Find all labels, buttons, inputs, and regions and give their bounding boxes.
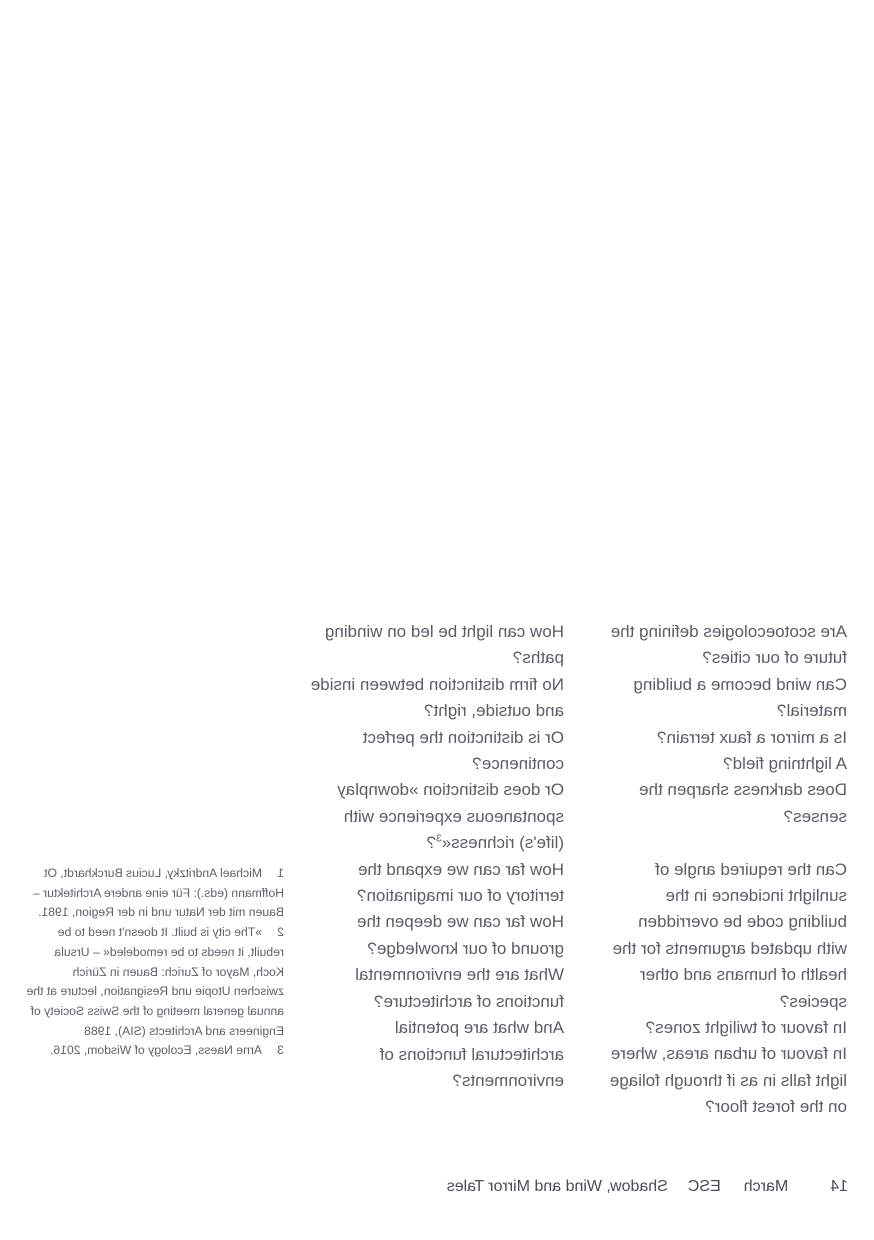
question-line: In favour of urban areas, where light falls in as if through foliage on the forest floor?	[609, 1044, 847, 1117]
publication-label: ESC	[687, 1178, 721, 1195]
footnote-number: 2	[277, 925, 284, 940]
question-line: No firm distinction between inside and outside, right?	[310, 674, 564, 721]
question-line: How can light be led on winding paths?	[324, 622, 564, 668]
page-number: 14	[830, 1178, 848, 1195]
question-line: Can wind become a building material?	[633, 674, 847, 721]
stanza-gap	[607, 830, 847, 856]
question-line: How far can we deepen the ground of our knowledge?	[357, 912, 564, 958]
question-line: Are scotoecologies defining the future of our cities?	[610, 622, 847, 668]
footnotes	[26, 864, 284, 1061]
question-line: Or is distinction the perfect continence?	[362, 727, 564, 774]
question-mark: ?	[426, 833, 437, 853]
issue-month: March	[743, 1178, 789, 1195]
question-text: Or does distinction »downplay spontaneous experience with (life's) richness«	[337, 780, 564, 853]
footnote	[26, 923, 284, 1041]
footnote-text: Arne Naess, Ecology of Wisdom, 2016.	[49, 1043, 262, 1058]
question-line	[304, 777, 564, 856]
footnote-number: 1	[277, 866, 284, 880]
question-line: Can the required angle of sunlight incidence in the building code be overridden with updated arguments for the health of humans and other species?	[612, 859, 847, 1011]
question-line: Does darkness sharpen the senses?	[639, 780, 847, 826]
footnote-reference: 3	[436, 833, 442, 845]
question-line: Is a mirror a faux terrain?	[657, 727, 847, 747]
question-line: And what are potential architectural functions of environments?	[379, 1018, 564, 1090]
footnote-text: »The city is built. It doesn't need to be rebuilt, it needs to be remodeled« – Ursula Koch, Mayor of Zurich: Bauen in Zürich zwischen Utopie und Resignation, lecture at the annual general meeting of the Swiss Society of Engineers and Architects (SIA), 1988	[26, 925, 284, 1038]
question-line: In favour of twilight zones?	[645, 1018, 847, 1038]
question-line: A lightning field?	[723, 754, 847, 774]
footnote	[26, 1041, 284, 1061]
question-line: What are the environmental functions of architecture?	[355, 965, 564, 1011]
question-line: How far can we expand the territory of our imagination?	[357, 859, 564, 906]
footnote	[26, 864, 284, 923]
page-footer	[447, 1178, 848, 1196]
question-column-right	[304, 619, 564, 1094]
question-column-left	[607, 619, 847, 1121]
footnote-number: 3	[277, 1043, 284, 1058]
footnote-text: Michael Andritzky, Lucius Burckhardt, Ot Hoffmann (eds.): Für eine andere Architektur – Bauen mit der Natur und in der Region, 1981.	[32, 866, 284, 920]
issue-title: Shadow, Wind and Mirror Tales	[446, 1178, 668, 1195]
